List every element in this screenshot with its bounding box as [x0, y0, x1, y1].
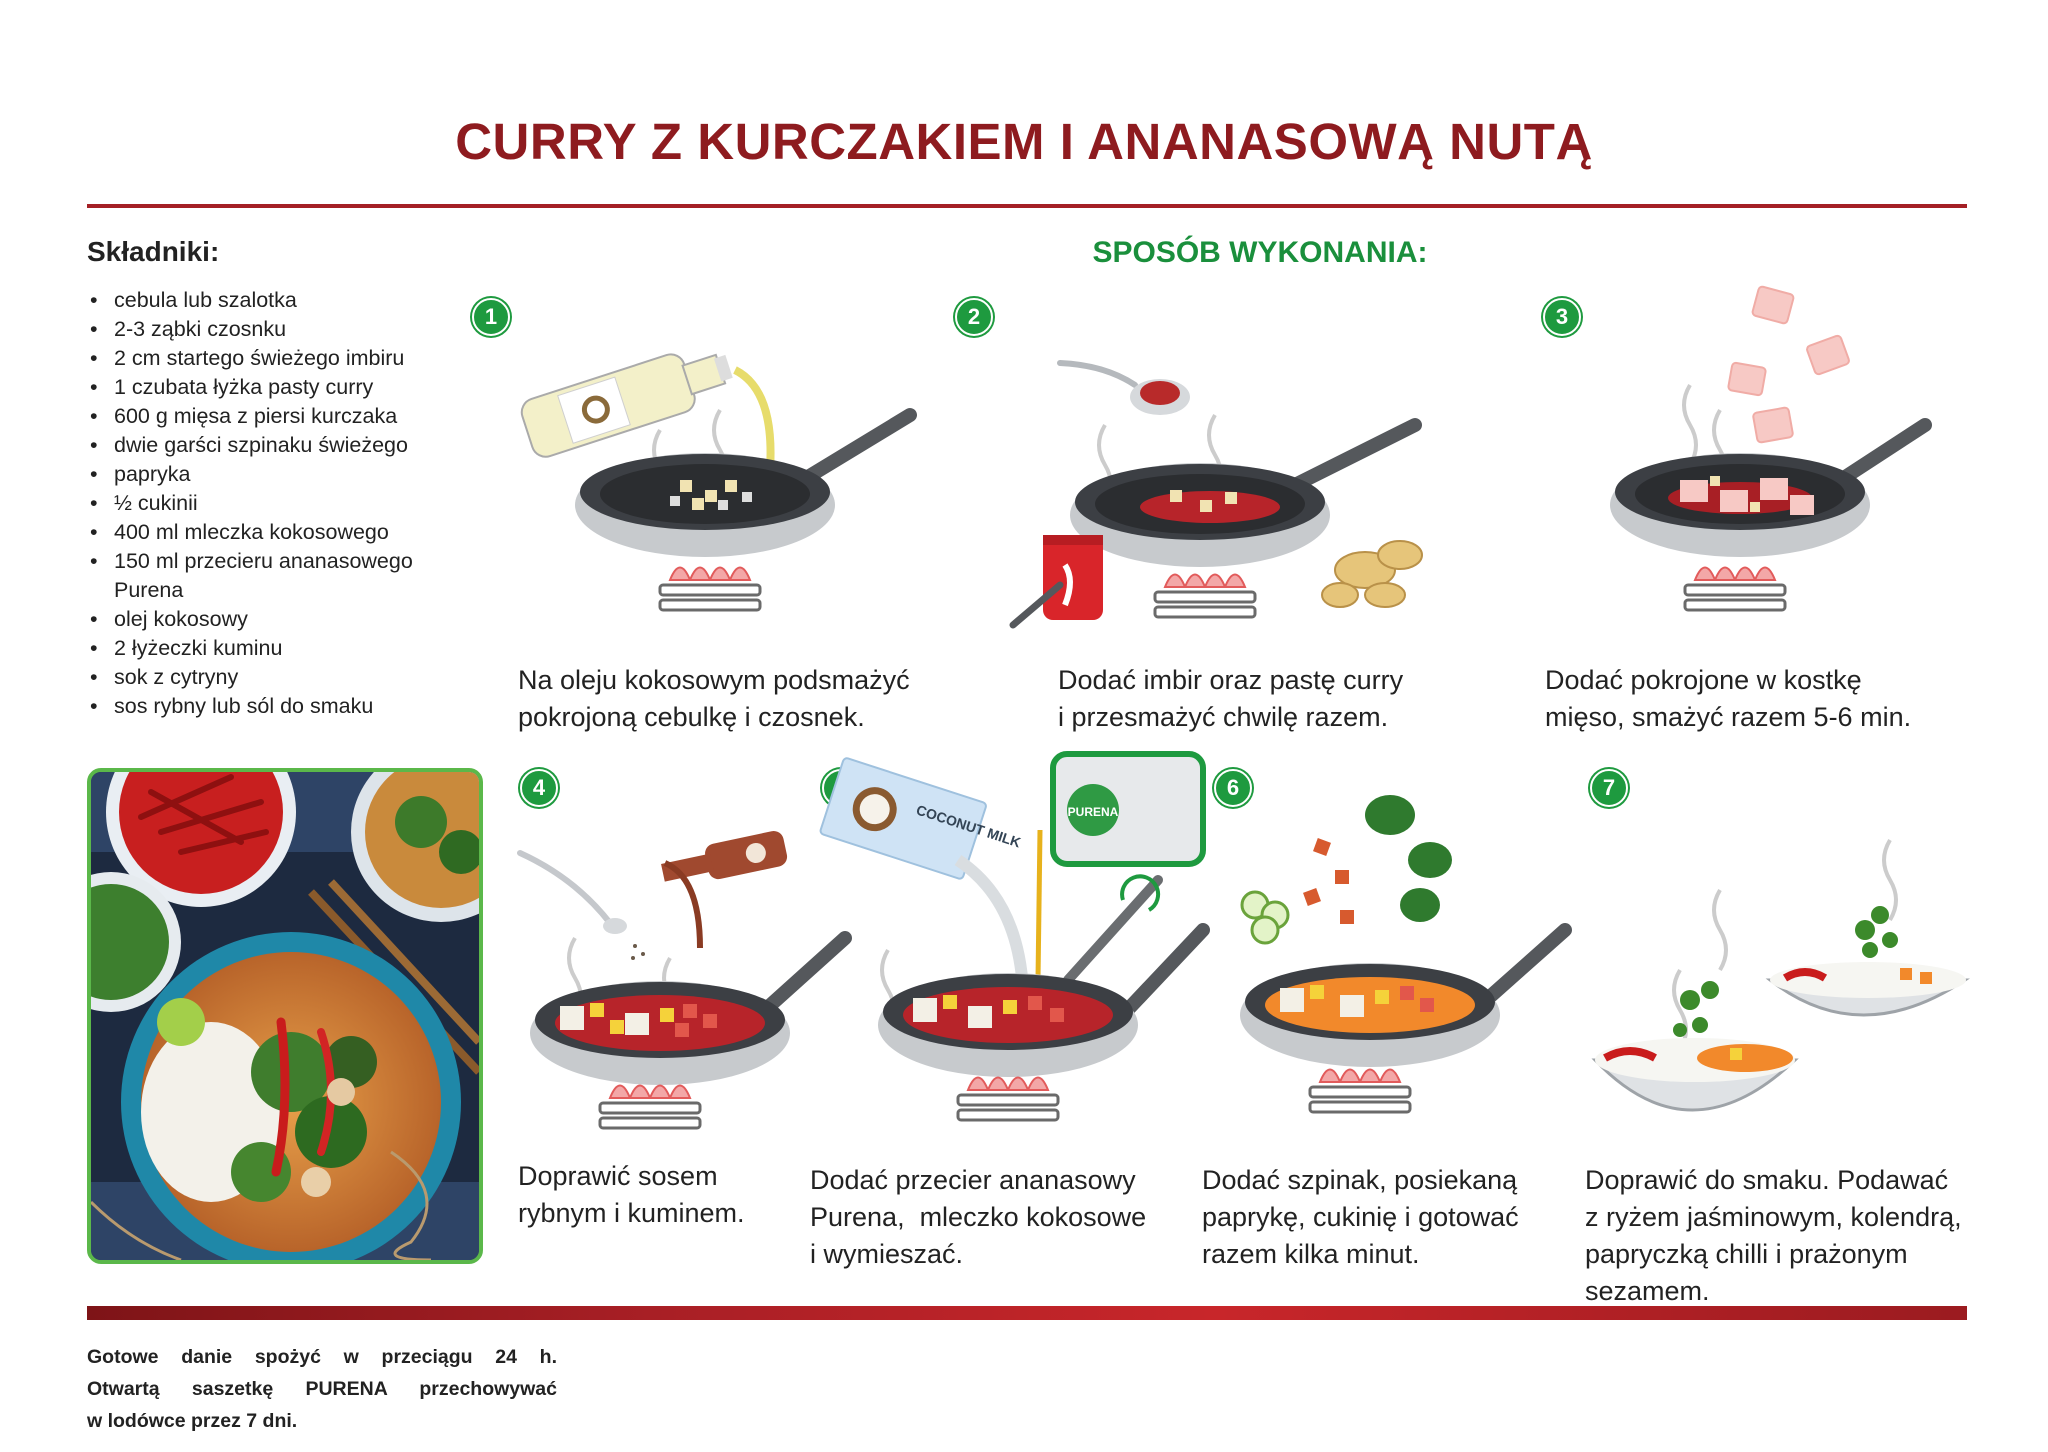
step-6-line: Dodać szpinak, posiekaną — [1202, 1165, 1518, 1195]
step-6-number: 6 — [1214, 769, 1252, 807]
step-4-illustration — [515, 818, 855, 1128]
step-5-line: i wymieszać. — [810, 1239, 964, 1269]
step-7-number: 7 — [1590, 769, 1628, 807]
ingredient-item: • 600 g mięsa z piersi kurczaka — [90, 402, 450, 431]
storage-note-line: Gotowe danie spożyć w przeciągu 24 h. — [87, 1346, 557, 1368]
ingredient-item: • 400 ml mleczka kokosowego — [90, 518, 450, 547]
ingredient-item: • ½ cukinii — [90, 489, 450, 518]
pouch-brand: PURENA — [1067, 805, 1119, 819]
step-4-line: rybnym i kuminem. — [518, 1198, 745, 1228]
step-1-line: pokrojoną cebulkę i czosnek. — [518, 702, 865, 732]
step-3-text — [1545, 662, 1911, 736]
method-heading: SPOSÓB WYKONANIA: — [1092, 236, 1428, 269]
step-1-illustration — [520, 330, 940, 630]
step-7-line: papryczką chilli i prażonym — [1585, 1239, 1908, 1269]
storage-note-line: Otwartą saszetkę PURENA przechowywać — [87, 1378, 557, 1400]
ingredient-item: • dwie garści szpinaku świeżego — [90, 431, 450, 460]
storage-note-line: w lodówce przez 7 dni. — [87, 1410, 298, 1432]
ingredient-item: • cebula lub szalotka — [90, 286, 450, 315]
ingredient-item: • 1 czubata łyżka pasty curry — [90, 373, 450, 402]
ingredient-item: • 2-3 ząbki czosnku — [90, 315, 450, 344]
ingredient-item: • 2 łyżeczki kuminu — [90, 634, 450, 663]
ingredient-item: • sos rybny lub sól do smaku — [90, 692, 450, 721]
ingredient-item: • sok z cytryny — [90, 663, 450, 692]
step-7-text — [1585, 1162, 1962, 1310]
step-1-number: 1 — [472, 298, 510, 336]
step-5-illustration — [818, 750, 1218, 1130]
ingredient-item: • 2 cm startego świeżego imbiru — [90, 344, 450, 373]
ingredients-list — [90, 286, 450, 721]
step-5-line: Dodać przecier ananasowy — [810, 1165, 1136, 1195]
step-6-illustration — [1235, 790, 1575, 1130]
step-7-illustration — [1590, 830, 1980, 1130]
step-4-number: 4 — [520, 769, 558, 807]
step-7-line: Doprawić do smaku. Podawać — [1585, 1165, 1949, 1195]
ingredient-item: • olej kokosowy — [90, 605, 450, 634]
ingredient-item: • papryka — [90, 460, 450, 489]
step-4-text — [518, 1158, 745, 1232]
step-6-line: razem kilka minut. — [1202, 1239, 1420, 1269]
step-1-line: Na oleju kokosowym podsmażyć — [518, 665, 910, 695]
step-7-line: z ryżem jaśminowym, kolendrą, — [1585, 1202, 1962, 1232]
step-2-line: Dodać imbir oraz pastę curry — [1058, 665, 1404, 695]
step-3-number: 3 — [1543, 298, 1581, 336]
storage-note — [87, 1341, 557, 1437]
step-6-line: paprykę, cukinię i gotować — [1202, 1202, 1519, 1232]
top-divider — [87, 204, 1967, 208]
carton-label: COCONUT MILK — [914, 801, 1023, 851]
ingredient-item: • 150 ml przecieru ananasowego Purena — [90, 547, 450, 605]
step-5-text — [810, 1162, 1146, 1273]
step-3-line: mięso, smażyć razem 5-6 min. — [1545, 702, 1912, 732]
step-7-line: sezamem. — [1585, 1276, 1710, 1306]
step-2-illustration — [1005, 355, 1445, 635]
bottom-divider — [87, 1306, 1967, 1320]
step-2-text — [1058, 662, 1403, 736]
step-2-number: 2 — [955, 298, 993, 336]
step-5-line: Purena, mleczko kokosowe — [810, 1202, 1147, 1232]
step-1-text — [518, 662, 910, 736]
step-6-text — [1202, 1162, 1519, 1273]
step-3-line: Dodać pokrojone w kostkę — [1545, 665, 1862, 695]
dish-photo — [87, 768, 483, 1264]
step-3-illustration — [1590, 290, 1950, 630]
page-title: CURRY Z KURCZAKIEM I ANANASOWĄ NUTĄ — [455, 113, 1593, 170]
ingredients-heading: Składniki: — [87, 236, 220, 267]
step-4-line: Doprawić sosem — [518, 1161, 718, 1191]
step-2-line: i przesmażyć chwilę razem. — [1058, 702, 1389, 732]
